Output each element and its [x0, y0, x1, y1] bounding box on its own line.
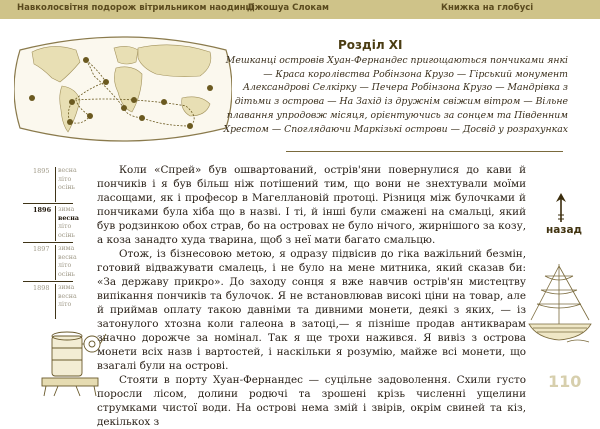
book-title: Навколосвітня подорож вітрильником наодинці [17, 3, 255, 13]
route-marker [103, 79, 109, 85]
timeline-year-1898[interactable] [23, 282, 77, 320]
timeline-year-label: 1898 [33, 284, 50, 292]
season-label: літо [58, 262, 72, 269]
page-number: 110 [548, 372, 582, 391]
route-marker [87, 113, 93, 119]
chapter-body [97, 163, 526, 429]
sailing-ship-illustration [527, 262, 593, 344]
page-header [0, 0, 600, 19]
season-label: зима [58, 245, 75, 252]
timeline-seasons [55, 206, 79, 241]
author-name: Джошуа Слокам [247, 3, 329, 13]
chapter-summary: Мешканці островів Хуан-Фернандес пригощаються пончиками янкі — Краса королівства Робінзона Крузо — Гірський монумент Александрові Селкірку — Печера Робінзона Крузо — Мандрівка з дітьми з острова — На Захід із дружнім свіжим вітром — Вільне плавання упродовж місяця, орієнтуючись за сонцем та Південним Хрестом — Споглядаючи Маркізькі острови — Досвід у розрахунках [223, 55, 568, 135]
summary-divider [286, 151, 563, 152]
europe [114, 46, 138, 64]
route-marker [121, 105, 127, 111]
timeline-seasons [55, 167, 77, 202]
route-marker [69, 99, 75, 105]
season-label: літо [58, 175, 72, 183]
timeline-year-label: 1897 [33, 245, 50, 253]
route-marker [207, 85, 213, 91]
chapter-title: Розділ XI [338, 38, 403, 52]
route-marker [187, 123, 193, 129]
season-label: зима [58, 284, 75, 291]
body-paragraph: Отож, із бізнесовою метою, я одразу підвісив до гіка важільний безмін, готовий відважувати смалець, і не було на мене митника, який сказав би: «За державу прикро». До заходу сонця я вже навчив острів'ян мистецтву випікання пончиків та булочок. Я не встановлював високі ціни на товар, але й приймав оплату такою давніми та дивними монети, деякі з яких, — із затонулого хтозна коли галеона в затоці,— я пізніше продав антикварам значно дорожче за номінал. Так я ще трохи нажився. Я вивіз з острова монети всіх назв і вартостей, і наскільки я розумію, майже всі монети, що взагалі були на острові. [97, 248, 526, 372]
route-marker [29, 95, 35, 101]
route-marker [139, 115, 145, 121]
season-label: осінь [58, 270, 75, 278]
season-label: весна [58, 292, 77, 300]
up-arrow-icon[interactable] [555, 193, 567, 223]
timeline-year-1897[interactable] [23, 243, 77, 282]
timeline-year-1895[interactable] [23, 165, 77, 204]
timeline-year-label: 1896 [33, 206, 52, 214]
season-label: осінь [58, 231, 75, 239]
world-route-map [14, 30, 232, 148]
season-label-current: весна [58, 214, 79, 222]
series-name: Книжка на глобусі [441, 3, 534, 13]
season-label: зима [58, 206, 75, 213]
season-label: літо [58, 301, 72, 308]
route-marker [161, 99, 167, 105]
back-link[interactable]: назад [546, 224, 583, 236]
route-marker [83, 57, 89, 63]
season-label: весна [58, 167, 77, 174]
voyage-timeline [23, 165, 79, 320]
season-label: літо [58, 223, 72, 230]
timeline-seasons [55, 245, 77, 280]
pot-machine-illustration [38, 326, 110, 398]
route-marker [131, 97, 137, 103]
body-paragraph: Стояти в порту Хуан-Фернандес — суцільне задоволення. Схили густо поросли лісом, долини родючі та зрошені крізь численні ущелини струмками чистої води. На острові нема змій і звірів, окрім свиней та кіз, декількох з [97, 374, 526, 428]
timeline-seasons [55, 284, 77, 319]
body-paragraph: Коли «Спрей» був ошвартований, острів'яни повернулися до кави й пончиків і я був більш ніж потішений тим, що вони не знехтували моїми ласощами, як і професор в Магеллановій протоці. Різниця між булочками й пончиками була хіба що в назві. І ті, й інші були смажені на смальці, який був родзинкою обох страв, бо на островах не було нічого, жирнішого за козу, а коза занадто худа тварина, щоб з неї мати багато смальцю. [97, 164, 526, 246]
season-label: весна [58, 253, 77, 261]
season-label: осінь [58, 184, 75, 191]
timeline-year-1896[interactable] [23, 204, 79, 243]
route-marker [67, 119, 73, 125]
timeline-year-label: 1895 [33, 167, 50, 175]
